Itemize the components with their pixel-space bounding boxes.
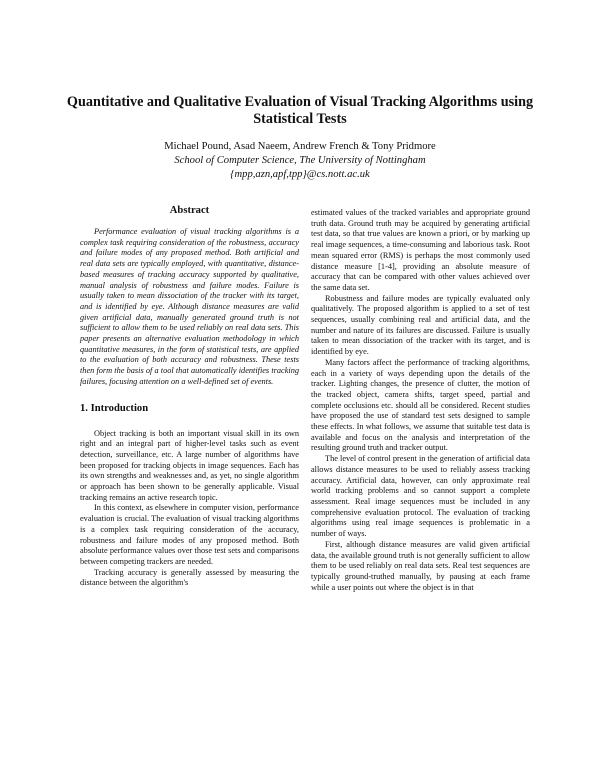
paper-title: Quantitative and Qualitative Evaluation of Visual Tracking Algorithms using Statistical Tests	[66, 94, 534, 127]
paragraph: Tracking accuracy is generally assessed by measuring the distance between the algorithm's	[80, 567, 299, 588]
paragraph: The level of control present in the generation of artificial data allows distance measures to be used to reliably assess tracking accuracy. Artificial data, however, can only approximate real world tracking problems and so cannot support a complete assessment. Real image sequences must be included in any comprehensive evaluation protocol. The evaluation of tracking algorithms using real image sequences is problematic in a number of ways.	[311, 454, 530, 539]
abstract-heading: Abstract	[169, 205, 210, 216]
paragraph: Object tracking is both an important visual skill in its own right and an integral part of higher-level tasks such as event detection, surveillance, etc. A large number of algorithms have been proposed for tracking objects in image sequences. Each has its own strengths and weaknesses and, as yet, no single algorithm or approach has been shown to be generally applicable. Visual tracking remains an active research topic.	[80, 428, 299, 502]
section-heading-introduction: 1. Introduction	[80, 402, 149, 414]
abstract-text: Performance evaluation of visual tracking algorithms is a complex task requiring consideration of the robustness, accuracy and failure modes of any proposed method. Both artificial and real data sets are typically employed, with quantitative, distance-based measures of tracking accuracy supported by qualitative, manual analysis of robustness and failure modes. Failure is usually taken to mean dissociation of the tracker with its target, and is identified by eye. Although distance measures are valid given artificial data, manually generated ground truth is not sufficient to allow them to be used reliably on real data sets. This paper presents an alternative evaluation methodology in which quantitative measures, in the form of statistical tests, are applied to the evaluation of both accuracy and robustness. These tests then form the basis of a tool that automatically identifies tracking failures, focusing attention on a well-defined set of events.	[80, 227, 299, 386]
author-emails: {mpp,azn,apf,tpp}@cs.nott.ac.uk	[230, 169, 370, 180]
abstract	[80, 227, 299, 388]
paragraph: Many factors affect the performance of tracking algorithms, each in a variety of ways depending upon the details of the tracker. Lighting changes, the presence of clutter, the motion of the tracked object, camera shifts, target speed, partial and complete occlusions etc. should all be considered. Recent studies have proposed the use of standard test sets designed to sample these effects. In what follows, we assume that suitable test data is available and focus on the analysis and interpretation of the resulting ground truth and tracker output.	[311, 357, 530, 453]
paragraph: Robustness and failure modes are typically evaluated only qualitatively. The proposed algorithm is applied to a set of test sequences, usually combining real and artificial data, and the number and nature of its failures are discussed. Failure is usually taken to mean dissociation of the tracker with its target, and is identified by eye.	[311, 293, 530, 357]
left-column	[80, 204, 299, 589]
introduction-body	[80, 429, 299, 590]
author-list: Michael Pound, Asad Naeem, Andrew French & Tony Pridmore	[164, 141, 436, 152]
paragraph: First, although distance measures are valid given artificial data, the available ground truth is not generally sufficient to allow them to be used reliably on real data sets. Real test sequences are typically ground-truthed manually, by pausing at each frame while a user points out where the object is in that	[311, 539, 530, 592]
affiliation: School of Computer Science, The University of Nottingham	[174, 155, 426, 166]
right-column	[311, 208, 530, 593]
paragraph: In this context, as elsewhere in computer vision, performance evaluation is crucial. The evaluation of visual tracking algorithms is a complex task requiring consideration of the accuracy, robustness and failure modes of any proposed method. Both absolute performance values over those test sets and comparisons between competing trackers are needed.	[80, 503, 299, 566]
paragraph: estimated values of the tracked variables and appropriate ground truth data. Ground truth may be acquired by generating artificial test data, so that true values are known a priori, or by marking up real image sequences, a time-consuming and laborious task. Root mean squared error (RMS) is perhaps the most commonly used distance measure [1-4], providing an absolute measure of accuracy that can be compared with other values achieved over the same data set.	[311, 208, 530, 292]
